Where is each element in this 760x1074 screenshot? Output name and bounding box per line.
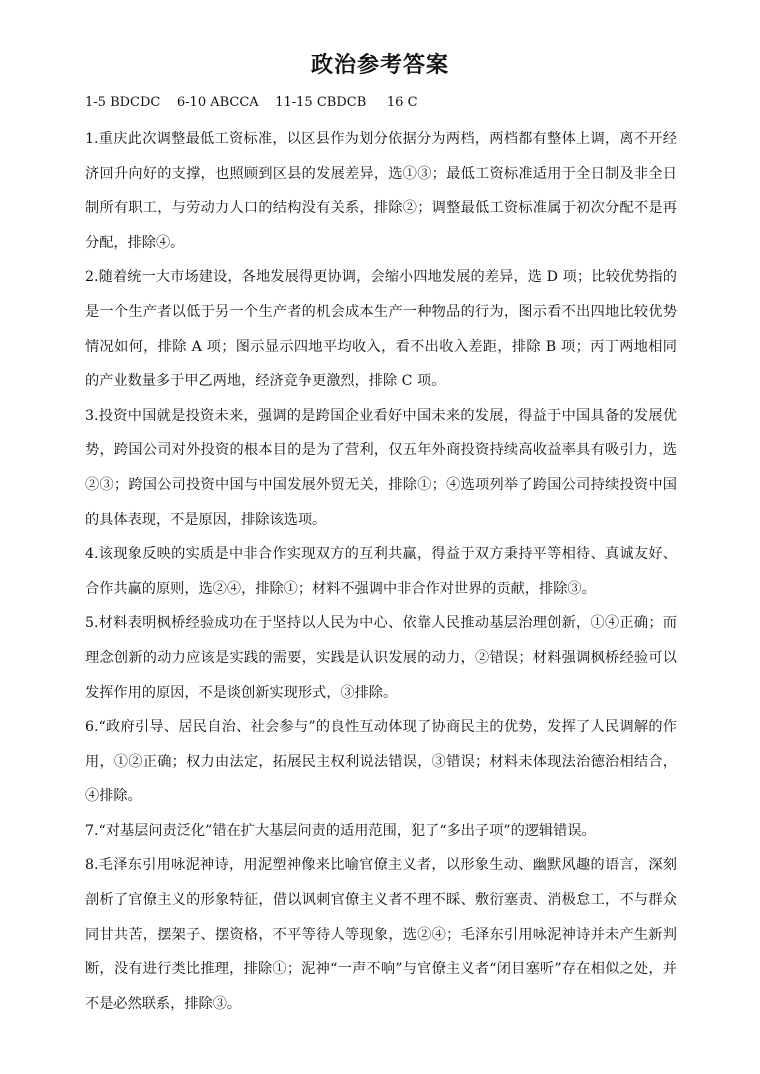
explanation-7: 7.“对基层问责泛化”错在扩大基层问责的适用范围，犯了“多出子项”的逻辑错误。 — [85, 822, 596, 839]
explanation-6: 6.“政府引导、居民自治、社会参与”的良性互动体现了协商民主的优势，发挥了人民调解的作用，①②正确；权力由法定，拓展民主权利说法错误，③错误；材料未体现法治德治相结合，④排除。 — [85, 719, 677, 805]
explanation-4: 4.该现象反映的实质是中非合作实现双方的互利共赢，得益于双方秉持平等相待、真诚友好、合作共赢的原则，选②④，排除①；材料不强调中非合作对世界的贡献，排除③。 — [85, 546, 677, 597]
explanation-2: 2.随着统一大市场建设，各地发展得更协调，会缩小四地发展的差异，选 D 项；比较优势指的是一个生产者以低于另一个生产者的机会成本生产一种物品的行为，图示看不出四地比较优势情况如何，排除 A 项；图示显示四地平均收入，看不出收入差距，排除 B 项；丙丁两地相同的产业数量多于甲乙两地，经济竞争更激烈，排除 C 项。 — [85, 269, 677, 390]
explanation-8: 8.毛泽东引用咏泥神诗，用泥塑神像来比喻官僚主义者，以形象生动、幽默风趣的语言，深刻剖析了官僚主义的形象特征，借以讽刺官僚主义者不理不睬、敷衍塞责、消极怠工，不与群众同甘共苦，摆架子、摆资格，不平等待人等现象，选②④；毛泽东引用咏泥神诗并未产生新判断，没有进行类比推理，排除①；泥神“一声不响”与官僚主义者“闭目塞听”存在相似之处，并不是必然联系，排除③。 — [85, 857, 677, 1012]
answer-key-line: 1-5 BDCDC 6-10 ABCCA 11-15 CBDCB 16 C — [85, 95, 418, 110]
explanation-1: 1.重庆此次调整最低工资标准，以区县作为划分依据分为两档，两档都有整体上调，离不开经济回升向好的支撑，也照顾到区县的发展差异，选①③；最低工资标准适用于全日制及非全日制所有职工，与劳动力人口的结构没有关系，排除②；调整最低工资标准属于初次分配不是再分配，排除④。 — [85, 131, 677, 251]
explanation-3: 3.投资中国就是投资未来，强调的是跨国企业看好中国未来的发展，得益于中国具备的发展优势，跨国公司对外投资的根本目的是为了营利，仅五年外商投资持续高收益率具有吸引力，选②③；跨国公司投资中国与中国发展外贸无关，排除①；④选项列举了跨国公司持续投资中国的具体表现，不是原因，排除该选项。 — [85, 407, 677, 528]
explanation-5: 5.材料表明枫桥经验成功在于坚持以人民为中心、依靠人民推动基层治理创新，①④正确；而理念创新的动力应该是实践的需要，实践是认识发展的动力，②错误；材料强调枫桥经验可以发挥作用的原因，不是谈创新实现形式，③排除。 — [85, 615, 677, 701]
page-title: 政治参考答案 — [310, 53, 449, 78]
explanations — [85, 122, 677, 1021]
